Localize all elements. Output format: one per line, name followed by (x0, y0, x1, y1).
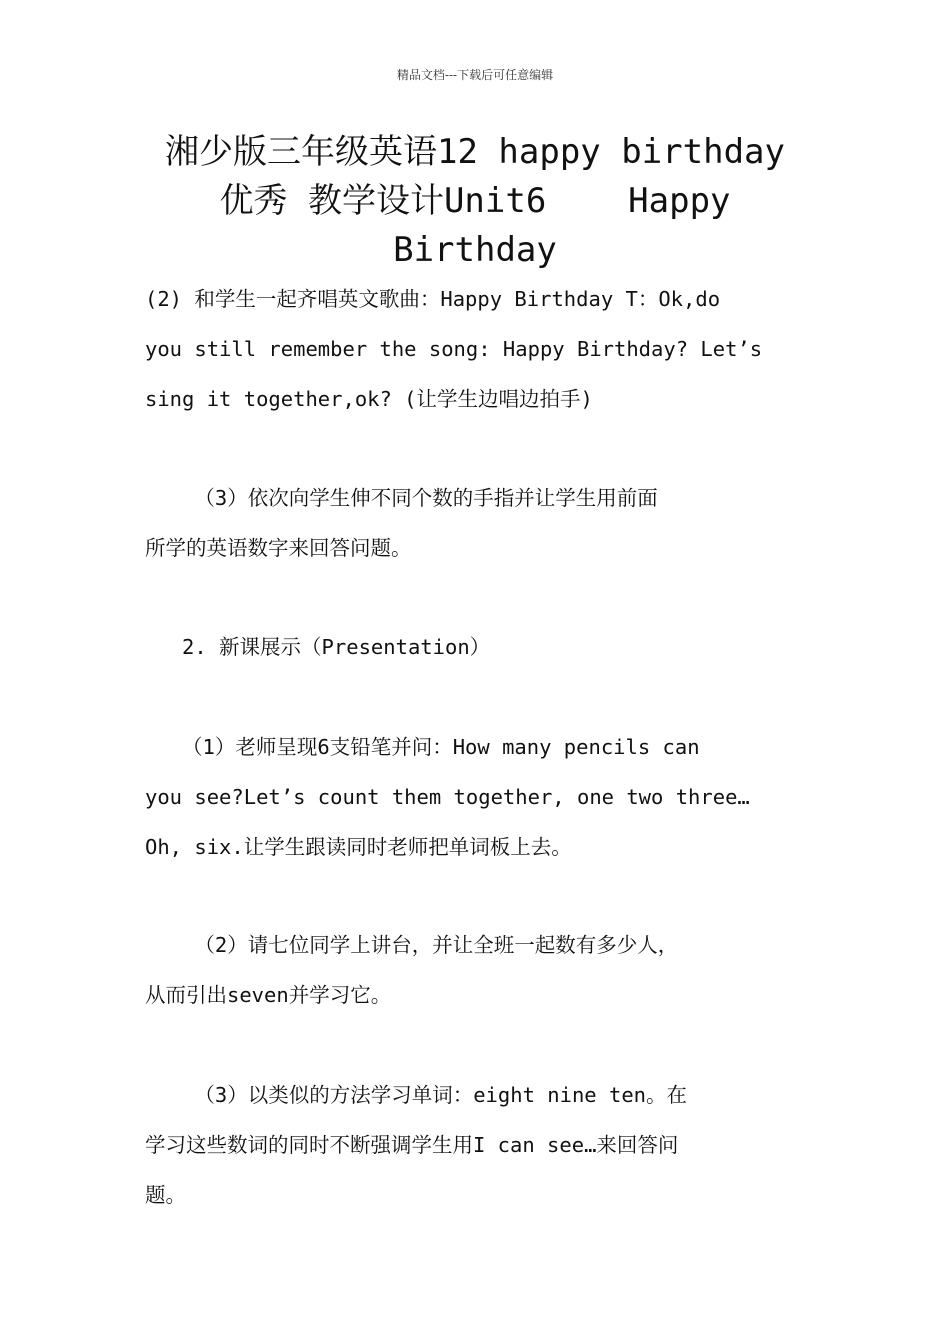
document-title (110, 128, 840, 275)
title-line: Birthday (393, 230, 557, 270)
paragraph-line: 学习这些数词的同时不断强调学生用I can see…来回答问 (145, 1133, 679, 1157)
paragraph-finger-count (145, 473, 825, 573)
paragraph-line: （1）老师呈现6支铅笔并问：How many pencils can (145, 735, 700, 759)
paragraph-eight-nine-ten (145, 1070, 825, 1220)
paragraph-seven (145, 920, 825, 1020)
section-heading-presentation (145, 622, 825, 672)
paragraph-line: sing it together,ok? (让学生边唱边拍手) (145, 387, 593, 411)
paragraph-line: （3）依次向学生伸不同个数的手指并让学生用前面 (145, 486, 658, 510)
paragraph-line: Oh, six.让学生跟读同时老师把单词板上去。 (145, 835, 572, 859)
paragraph-line: 题。 (145, 1183, 186, 1207)
paragraph-line: （2）请七位同学上讲台，并让全班一起数有多少人， (145, 933, 679, 957)
paragraph-line: you see?Let’s count them together, one two three… (145, 785, 750, 809)
title-line: 湘少版三年级英语12 happy birthday (165, 132, 785, 172)
paragraph-pencils (145, 722, 825, 872)
paragraph-sing-song (145, 274, 825, 424)
paragraph-line: （3）以类似的方法学习单词：eight nine ten。在 (145, 1083, 687, 1107)
paragraph-line: 从而引出seven并学习它。 (145, 983, 392, 1007)
paragraph-line: (2) 和学生一起齐唱英文歌曲：Happy Birthday T：Ok,do (145, 287, 721, 311)
title-line: 优秀 教学设计Unit6 Happy (219, 181, 731, 221)
paragraph-line: 所学的英语数字来回答问题。 (145, 536, 412, 560)
paragraph-line: you still remember the song: Happy Birthday? Let’s (145, 337, 763, 361)
header-note: 精品文档---下载后可任意编辑 (396, 68, 554, 82)
paragraph-line: 2. 新课展示（Presentation） (145, 635, 491, 659)
